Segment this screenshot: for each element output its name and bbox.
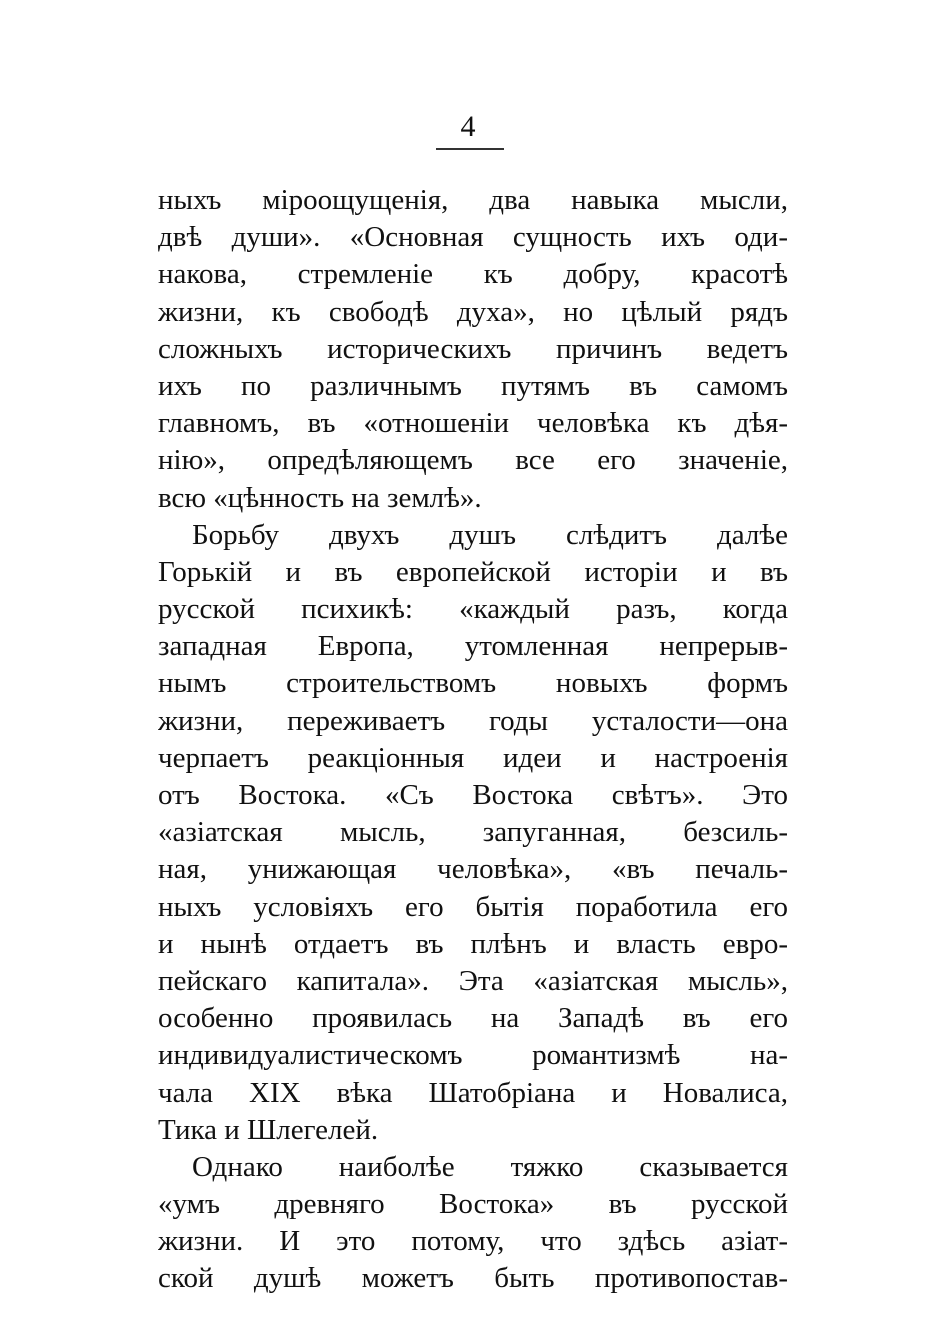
text-line: пейскаго капитала». Эта «азіатская мысль», bbox=[158, 964, 788, 997]
text-line: индивидуалистическомъ романтизмѣ на- bbox=[158, 1039, 788, 1072]
text-line: ской душѣ можетъ быть противопостав- bbox=[158, 1262, 788, 1295]
text-line: черпаетъ реакціонныя идеи и настроенія bbox=[158, 741, 788, 774]
text-line: ная, унижающая человѣка», «въ печаль- bbox=[158, 853, 788, 886]
header-rule bbox=[436, 148, 504, 150]
text-line: Горькій и въ европейской исторіи и въ bbox=[158, 555, 788, 588]
text-line: ныхъ міроощущенія, два навыка мысли, bbox=[158, 184, 788, 216]
text-line: нію», опредѣляющемъ все его значеніе, bbox=[158, 444, 788, 477]
text-line: особенно проявилась на Западѣ въ его bbox=[158, 1002, 788, 1035]
text-line: Борьбу двухъ душъ слѣдитъ далѣе bbox=[192, 518, 788, 551]
body-text bbox=[158, 182, 788, 1298]
text-line: «умъ древняго Востока» въ русской bbox=[158, 1188, 788, 1221]
text-line: двѣ души». «Основная сущность ихъ оди- bbox=[158, 221, 788, 254]
text-line: Однако наиболѣе тяжко сказывается bbox=[192, 1150, 788, 1183]
text-line: сложныхъ историческихъ причинъ ведетъ bbox=[158, 332, 788, 365]
text-line: жизни. И это потому, что здѣсь азіат- bbox=[158, 1225, 788, 1258]
text-line: и нынѣ отдаетъ въ плѣнъ и власть евро- bbox=[158, 927, 788, 960]
text-line: всю «цѣнность на землѣ». bbox=[158, 481, 482, 514]
text-line: западная Европа, утомленная непрерыв- bbox=[158, 630, 788, 663]
text-line: «азіатская мысль, запуганная, безсиль- bbox=[158, 816, 788, 849]
text-line: накова, стремленіе къ добру, красотѣ bbox=[158, 258, 788, 291]
text-line: жизни, переживаетъ годы усталости—она bbox=[158, 704, 788, 737]
text-line: русской психикѣ: «каждый разъ, когда bbox=[158, 593, 788, 626]
text-line: Тика и Шлегелей. bbox=[158, 1113, 379, 1146]
text-line: ныхъ условіяхъ его бытія поработила его bbox=[158, 890, 788, 923]
text-line: отъ Востока. «Съ Востока свѣтъ». Это bbox=[158, 779, 788, 811]
text-line: главномъ, въ «отношеніи человѣка къ дѣя- bbox=[158, 407, 788, 440]
text-line: ихъ по различнымъ путямъ въ самомъ bbox=[158, 369, 788, 402]
text-line: чала XIX вѣка Шатобріана и Новалиса, bbox=[158, 1076, 788, 1109]
text-line: нымъ строительствомъ новыхъ формъ bbox=[158, 667, 788, 700]
text-line: жизни, къ свободѣ духа», но цѣлый рядъ bbox=[158, 295, 788, 328]
page-number: 4 bbox=[460, 110, 476, 143]
